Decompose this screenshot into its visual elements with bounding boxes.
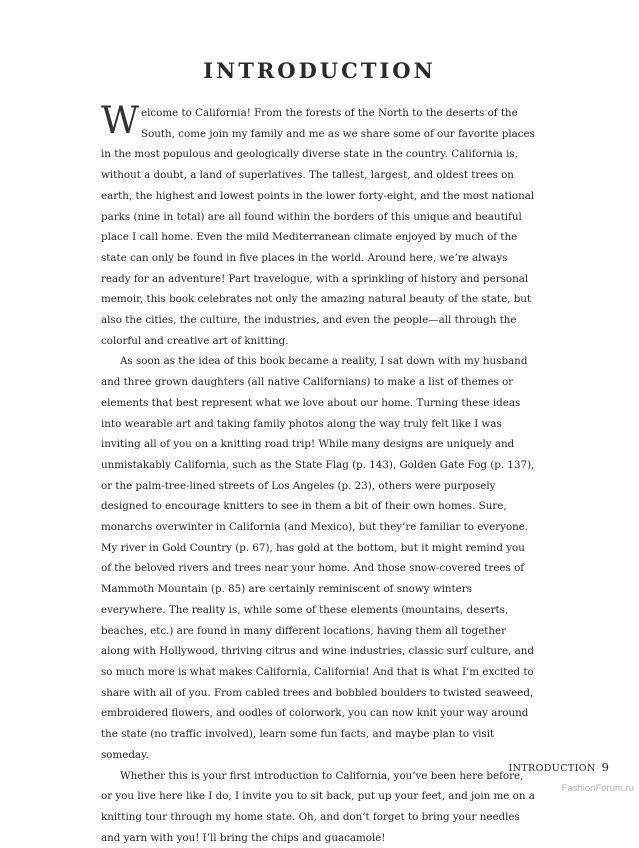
- paragraph-1: [101, 103, 535, 351]
- watermark: FashionForum.ru: [562, 783, 634, 794]
- drop-cap: W: [101, 103, 139, 137]
- running-footer-label: INTRODUCTION: [508, 763, 595, 774]
- paragraph-1-text: elcome to California! From the forests of the North to the deserts of the South, come join my family and me as we share some of our favorite places in the most populous and geologically diverse state in the country. California is, without a doubt, a land of superlatives. The tallest, largest, and oldest trees on earth, the highest and lowest points in the lower forty-eight, and the most national parks (nine in total) are all found within the borders of this unique and beautiful place I call home. Even the mild Mediterranean climate enjoyed by much of the state can only be found in five places in the world. Around here, we’re always ready for an adventure! Part travelogue, with a sprinkling of history and personal memoir, this book celebrates not only the amazing natural beauty of the state, but also the cities, the culture, the industries, and even the people—all through the colorful and creative art of knitting.: [101, 107, 535, 347]
- page-title: INTRODUCTION: [0, 58, 639, 83]
- page-footer: [508, 760, 609, 774]
- paragraph-3: Whether this is your first introduction to California, you’ve been here before, or you live here like I do, I invite you to sit back, put up your feet, and join me on a knitting tour through my home state. Oh, and don’t forget to bring your needles and yarn with you! I’ll bring the chips and guacamole!: [101, 766, 535, 848]
- page-number: 9: [602, 760, 609, 774]
- body-text: [101, 103, 535, 848]
- paragraph-2: As soon as the idea of this book became a reality, I sat down with my husband and three grown daughters (all native Californians) to make a list of themes or elements that best represent what we love about our home. Turning these ideas into wearable art and taking family photos along the way truly felt like I was inviting all of you on a knitting road trip! While many designs are uniquely and unmistakably California, such as the State Flag (p. 143), Golden Gate Fog (p. 137), or the palm-tree-lined streets of Los Angeles (p. 23), others were purposely designed to encourage knitters to see in them a bit of their own homes. Sure, monarchs overwinter in California (and Mexico), but they’re familiar to everyone. My river in Gold Country (p. 67), has gold at the bottom, but it might remind you of the beloved rivers and trees near your home. And those snow-covered trees of Mammoth Mountain (p. 85) are certainly reminiscent of snowy winters everywhere. The reality is, while some of these elements (mountains, deserts, beaches, etc.) are found in many different locations, having them all together along with Hollywood, thriving citrus and wine industries, classic surf culture, and so much more is what makes California, California! And that is what I’m excited to share with all of you. From cabled trees and bobbled boulders to twisted seaweed, embroidered flowers, and oodles of colorwork, you can now knit your way around the state (no traffic involved), learn some fun facts, and maybe plan to visit someday.: [101, 351, 535, 765]
